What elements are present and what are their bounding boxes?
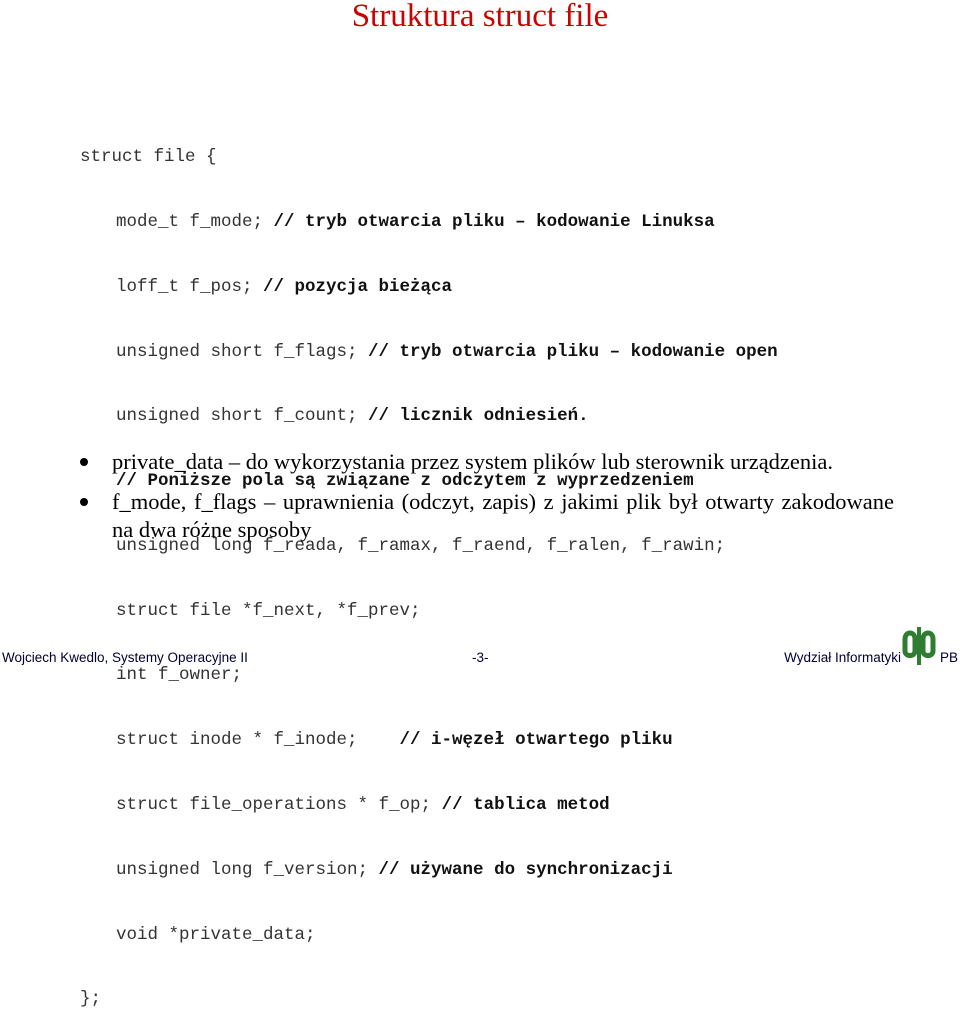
code-comment: // i-węzeł otwartego pliku	[399, 730, 673, 751]
code-text: unsigned short f_count;	[116, 406, 369, 427]
code-line	[80, 665, 778, 687]
code-comment: // tablica metod	[441, 795, 610, 815]
slide-title: Struktura struct file	[351, 0, 609, 34]
code-line	[80, 212, 778, 234]
bullet-text: f_mode, f_flags – uprawnienia (odczyt, zapis) z jakimi plik był otwarty zakodowane na dwa różne sposoby	[112, 489, 894, 542]
code-text: unsigned short f_flags;	[116, 341, 369, 362]
code-line	[80, 989, 778, 1011]
code-line	[80, 342, 778, 364]
code-line	[80, 147, 778, 169]
code-line	[80, 925, 778, 947]
footer-author: Wojciech Kwedlo, Systemy Operacyjne II	[2, 650, 248, 665]
code-line	[80, 277, 778, 299]
code-text: unsigned long f_version;	[116, 859, 379, 880]
code-text: struct file *f_next, *f_prev;	[116, 600, 421, 621]
footer-faculty: Wydział Informatyki	[784, 650, 901, 665]
code-text: loff_t f_pos;	[116, 276, 264, 297]
code-comment: // używane do synchronizacji	[378, 859, 673, 880]
code-line	[80, 730, 778, 752]
code-line	[80, 795, 778, 817]
code-text: struct file_operations * f_op;	[116, 795, 442, 815]
code-text: struct file {	[80, 147, 217, 168]
code-comment: // pozycja bieżąca	[263, 276, 453, 297]
code-line	[80, 601, 778, 623]
bullet-dot-icon	[80, 498, 88, 506]
code-text: void *private_data;	[116, 924, 316, 945]
bullet-list	[80, 448, 894, 556]
code-block	[80, 104, 778, 1033]
code-comment: // tryb otwarcia pliku – kodowanie Linuksa	[273, 211, 715, 232]
code-comment: // licznik odniesień.	[368, 406, 589, 427]
footer-badge: PB	[940, 650, 959, 665]
code-text: mode_t f_mode;	[116, 211, 274, 232]
code-text: };	[80, 989, 102, 1010]
bullet-text: private_data – do wykorzystania przez system plików lub sterownik urządzenia.	[112, 449, 834, 474]
university-logo-icon	[901, 625, 937, 665]
bullet-item	[80, 448, 894, 476]
bullet-dot-icon	[80, 458, 88, 466]
code-line	[80, 406, 778, 428]
page-number: -3-	[472, 650, 489, 665]
code-comment: // tryb otwarcia pliku – kodowanie open	[368, 341, 778, 362]
code-comment: // Poniższe pola są związane z odczytem z wyprzedzeniem	[116, 471, 694, 492]
code-line	[80, 860, 778, 882]
bullet-item	[80, 488, 894, 544]
code-text: int f_owner;	[116, 665, 243, 686]
code-text: struct inode * f_inode;	[116, 730, 400, 751]
code-text: unsigned long f_reada, f_ramax, f_raend, f_ralen, f_rawin;	[116, 535, 726, 556]
